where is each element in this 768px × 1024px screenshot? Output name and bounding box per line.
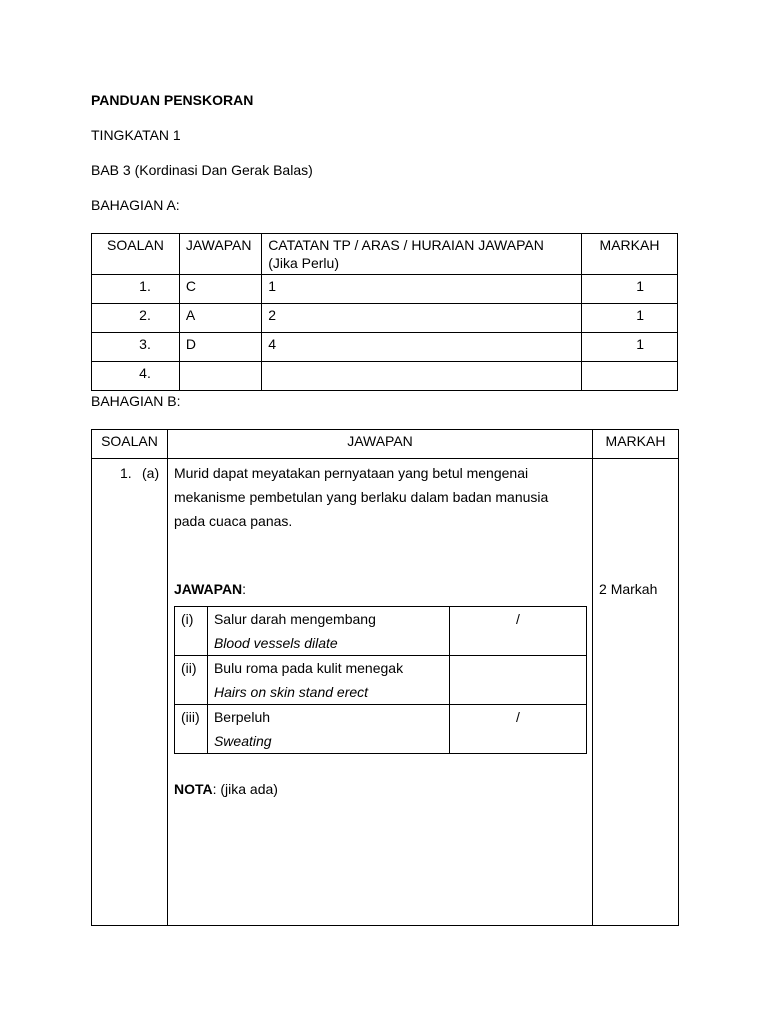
note-text: : (jika ada) [212, 781, 278, 797]
section-b-label: BAHAGIAN B: [91, 393, 181, 409]
option-english: Hairs on skin stand erect [213, 684, 369, 700]
note-cell [262, 362, 582, 391]
table-header-row [92, 430, 679, 459]
option-number: (iii) [174, 705, 207, 754]
answer-cell: C [179, 275, 261, 304]
option-text [207, 607, 449, 656]
question-number: 3. [92, 333, 180, 362]
header-jawapan: JAWAPAN [167, 430, 592, 459]
question-number: 1. [120, 465, 132, 481]
note-heading [174, 781, 278, 797]
mark-cell: 1 [582, 304, 678, 333]
header-soalan: SOALAN [92, 430, 168, 459]
mark-cell: 1 [582, 275, 678, 304]
question-number: 1. [92, 275, 180, 304]
learning-statement: Murid dapat meyatakan pernyataan yang betul mengenai mekanisme pembetulan yang berlaku dalam badan manusia pada cuaca panas. [173, 465, 549, 529]
note-cell: 1 [262, 275, 582, 304]
option-number: (i) [174, 607, 207, 656]
note-cell: 2 [262, 304, 582, 333]
option-number: (ii) [174, 656, 207, 705]
header-markah: MARKAH [582, 234, 678, 275]
mark-cell [582, 362, 678, 391]
answer-cell [167, 459, 592, 926]
header-markah: MARKAH [593, 430, 679, 459]
option-text [207, 705, 449, 754]
option-malay: Berpeluh [213, 709, 271, 725]
question-part: (a) [142, 465, 160, 481]
section-a-table [91, 233, 678, 391]
option-malay: Salur darah mengembang [213, 611, 376, 627]
note-cell: 4 [262, 333, 582, 362]
option-text [207, 656, 449, 705]
answer-label: JAWAPAN [173, 581, 243, 597]
answer-options-table [174, 606, 587, 754]
answer-option-row [174, 656, 586, 705]
answer-cell: A [179, 304, 261, 333]
question-number: 4. [92, 362, 180, 391]
answer-option-row [174, 705, 586, 754]
question-number: 2. [92, 304, 180, 333]
table-row [92, 362, 678, 391]
document-title: PANDUAN PENSKORAN [91, 92, 254, 108]
table-header-row [92, 234, 678, 275]
chapter-label: BAB 3 (Kordinasi Dan Gerak Balas) [91, 162, 313, 178]
grade-label: TINGKATAN 1 [91, 127, 181, 143]
table-row [92, 275, 678, 304]
table-row [92, 459, 679, 926]
answer-cell [179, 362, 261, 391]
mark-cell [593, 459, 679, 926]
answer-cell: D [179, 333, 261, 362]
question-cell [92, 459, 168, 926]
answer-colon: : [242, 581, 247, 597]
answer-option-row [174, 607, 586, 656]
option-tick: / [449, 705, 586, 754]
header-soalan: SOALAN [92, 234, 180, 275]
option-tick [449, 656, 586, 705]
section-b-table [91, 429, 679, 926]
table-row [92, 333, 678, 362]
table-row [92, 304, 678, 333]
section-a-label: BAHAGIAN A: [91, 197, 180, 213]
option-english: Sweating [213, 733, 272, 749]
answer-heading [174, 581, 246, 597]
option-english: Blood vessels dilate [213, 635, 338, 651]
option-tick: / [449, 607, 586, 656]
header-catatan: CATATAN TP / ARAS / HURAIAN JAWAPAN (Jika Perlu) [262, 234, 582, 275]
option-malay: Bulu roma pada kulit menegak [213, 660, 404, 676]
mark-value: 2 Markah [599, 581, 658, 597]
note-label: NOTA [173, 781, 213, 797]
mark-cell: 1 [582, 333, 678, 362]
header-jawapan: JAWAPAN [179, 234, 261, 275]
